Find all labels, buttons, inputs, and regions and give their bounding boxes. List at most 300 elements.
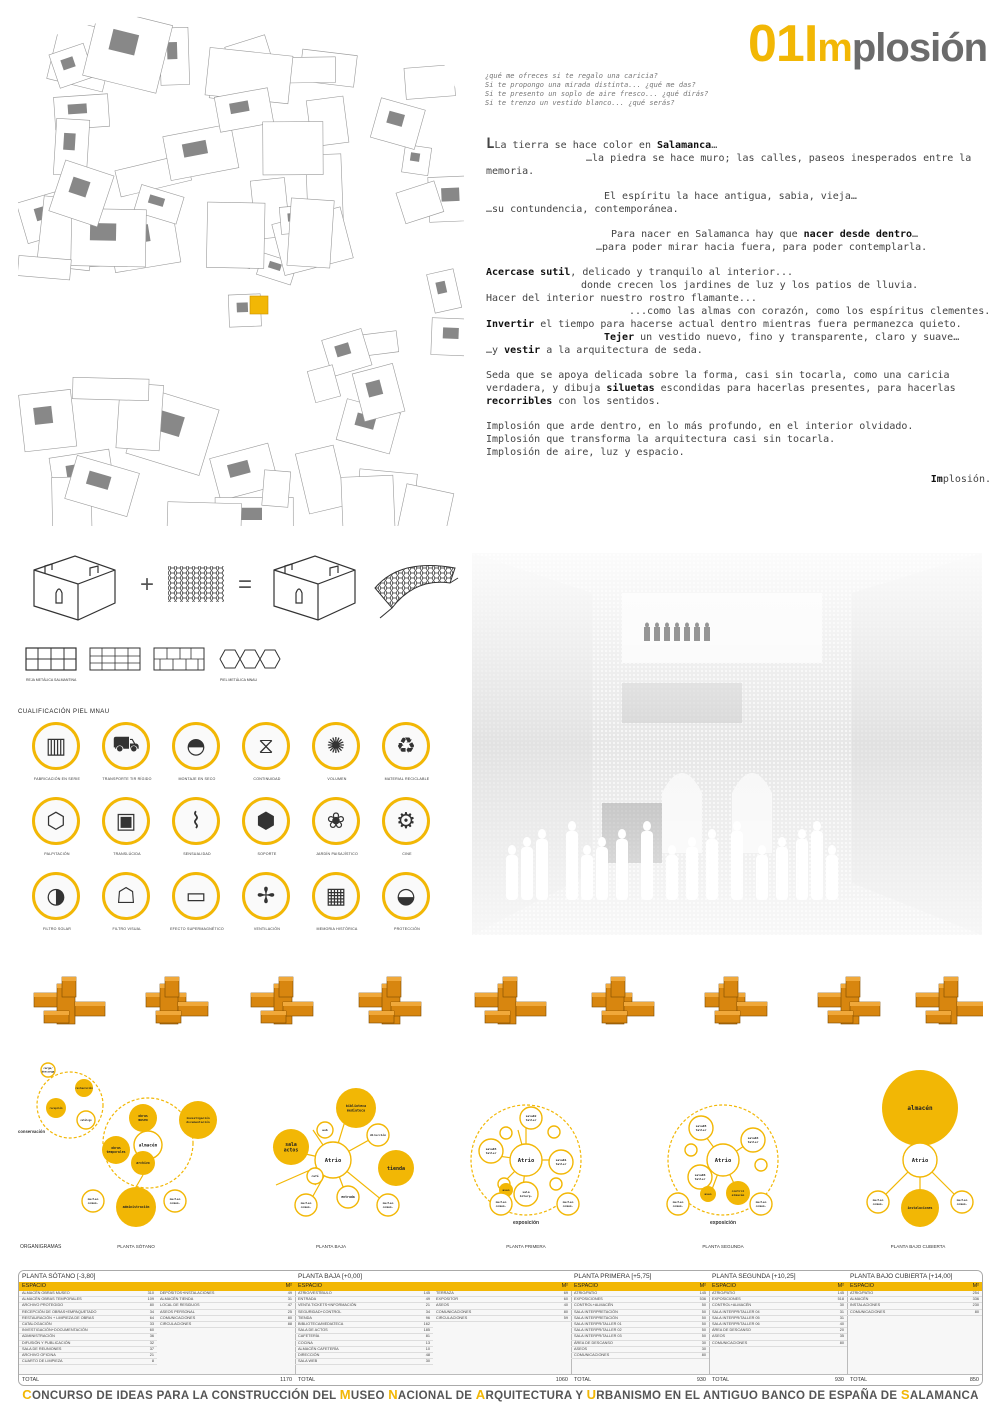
qualification-icon: ⧖ (242, 722, 290, 770)
paragraph-4 (486, 266, 991, 357)
text-span: La tierra se hace color en (494, 140, 657, 151)
svg-text:mediateca: mediateca (346, 1108, 366, 1113)
table-total: TOTAL 930 (709, 1374, 847, 1385)
table-row: COCINA 13 (295, 1341, 433, 1347)
table-row: ATRIO/VESTÍBULO 145 (295, 1291, 433, 1297)
svg-text:sala: sala (522, 1190, 530, 1195)
city-block (166, 502, 241, 526)
organigram-node (549, 1150, 573, 1174)
qualification-label: TRANSLÚCIDA (113, 852, 141, 856)
text-bold: Im (930, 474, 943, 485)
qualification-icon: ❀ (312, 797, 360, 845)
column-header-espacio: ESPACIO (574, 1283, 599, 1289)
svg-text:documentación: documentación (186, 1120, 210, 1125)
text-span: un vestido nuevo, fino y transparente, claro y suave… (634, 332, 960, 343)
column-header-espacio: ESPACIO (298, 1283, 323, 1289)
svg-text:nucleo: nucleo (300, 1201, 312, 1206)
table-row: CONTROL+ALMACÉN 30 (709, 1303, 847, 1309)
area-table (295, 1271, 572, 1385)
qualification-icon: ⛟ (102, 722, 150, 770)
qualification-item (92, 872, 162, 934)
qualification-label: FILTRO SOLAR (42, 927, 72, 931)
table-header-row (847, 1282, 982, 1291)
equals-sign: = (238, 571, 253, 598)
manifesto-text (486, 138, 991, 498)
text-span: Para nacer en Salamanca hay que (611, 229, 804, 240)
qualification-label: EFECTO SUPERMAGNÉTICO (170, 927, 224, 931)
table-row: COMUNICACIONES 80 (847, 1310, 982, 1316)
footer-text: U (586, 1387, 597, 1402)
site-marker (250, 296, 268, 314)
table-row: INSTALACIONES 230 (847, 1303, 982, 1309)
table-row: CATALOGACIÓN 33 (19, 1322, 157, 1328)
organigram-caption: PLANTA SÓTANO (117, 1244, 155, 1249)
text-span: a la arquitectura de seda. (540, 345, 703, 356)
organigram-node (75, 1079, 93, 1097)
building-footprint (441, 187, 460, 201)
table-row: SALA INTERPR/TALLER 03 50 (571, 1334, 709, 1340)
qualification-icon: ♻ (382, 722, 430, 770)
svg-text:almacén: almacén (907, 1105, 933, 1113)
poem-line: Si te presento un soplo de aire fresco... ¿qué dirás? (485, 90, 709, 98)
poem-line: Si te propongo una mirada distinta... ¿qué me das? (485, 81, 696, 89)
qualification-label: TRANSPORTE TIR RÍGIDO (102, 777, 152, 781)
interior-render (472, 553, 982, 935)
organigram-node (82, 1190, 104, 1212)
qualification-label: SENSUALIDAD (183, 852, 211, 856)
organigram-node (131, 1151, 155, 1175)
svg-text:archivo: archivo (136, 1161, 150, 1166)
qualification-icons (22, 722, 462, 942)
volume-study (251, 977, 313, 1024)
svg-text:taller: taller (695, 1128, 707, 1133)
volume-study (359, 977, 421, 1024)
text-bold: nacer desde dentro (803, 229, 913, 240)
footer-text: RBANISMO EN EL ANTIGUO BANCO DE ESPAÑA DE (596, 1390, 901, 1402)
table-row: SALA INTERPR/TALLER 01 50 (571, 1322, 709, 1328)
volume-study (818, 977, 880, 1024)
qualification-item (302, 872, 372, 934)
table-row: ATRIO/PATIO 254 (847, 1291, 982, 1297)
svg-text:nucleo: nucleo (872, 1198, 884, 1203)
dropcap: L (486, 136, 495, 152)
svg-text:almacén: almacén (138, 1143, 158, 1149)
table-row: ALMACÉN OBRAS TEMPORALES 109 (19, 1297, 157, 1303)
qualification-item (232, 872, 302, 934)
text-bold: recorribles (486, 396, 553, 407)
text-span: ...como las almas con corazón, como los espíritus clementes. (629, 306, 991, 317)
svg-text:nucleo: nucleo (956, 1198, 968, 1203)
organigram-node (129, 1104, 157, 1132)
svg-text:nucleo: nucleo (87, 1197, 99, 1202)
city-block (72, 377, 149, 400)
table-row: ARCHIVO OFICINA 21 (19, 1353, 157, 1359)
table-row: RESTAURACIÓN + LIMPIEZA DE OBRAS 64 (19, 1316, 157, 1322)
organigram-node (307, 1168, 323, 1184)
table-row: SALA INTERPRETACIÓN 50 (571, 1316, 709, 1322)
svg-text:sala01: sala01 (555, 1158, 567, 1163)
svg-text:café: café (311, 1174, 319, 1179)
organigram-node (707, 1144, 739, 1176)
table-row: ALMACÉN OBRAS MUSEO 310 (19, 1291, 157, 1297)
qualification-icon: ▣ (102, 797, 150, 845)
qualification-icon: ▦ (312, 872, 360, 920)
svg-text:actos: actos (283, 1148, 299, 1154)
svg-text:catálogo: catálogo (80, 1118, 92, 1122)
footer-text: USEO (350, 1390, 389, 1402)
svg-text:administración: administración (122, 1205, 150, 1210)
building-footprint (410, 152, 420, 162)
text-bold: Tejer (604, 332, 635, 343)
qualification-label: MEMORIA HISTÓRICA (316, 927, 358, 931)
svg-text:sala06: sala06 (694, 1173, 706, 1178)
table-row: COMUNICACIONES 80 (157, 1316, 295, 1322)
organigram-node (741, 1128, 765, 1152)
organigram-node (750, 1193, 772, 1215)
svg-text:comun.: comun. (300, 1205, 312, 1210)
table-row: SALA DE REUNIONES 37 (19, 1347, 157, 1353)
organigram-caption: PLANTA BAJO CUBIERTA (890, 1244, 946, 1249)
qualification-item (22, 872, 92, 934)
svg-text:taller: taller (525, 1118, 537, 1123)
table-row: EXPOSICIONES 536 (571, 1297, 709, 1303)
paragraph-6 (486, 420, 991, 459)
organigram-node (726, 1181, 750, 1205)
city-block (263, 122, 324, 175)
svg-text:comun.: comun. (495, 1204, 507, 1209)
svg-text:sala05: sala05 (695, 1124, 707, 1129)
qualification-icon: ☖ (102, 872, 150, 920)
volume-study (916, 977, 983, 1024)
table-row: DIFUSIÓN Y PUBLICACIÓN 32 (19, 1341, 157, 1347)
qualification-item (302, 797, 372, 859)
table-title: PLANTA BAJO CUBIERTA [+14,00] (847, 1271, 982, 1282)
table-row: EXPOSITOR 60 (433, 1297, 571, 1303)
qualification-label: VOLUMEN (327, 777, 347, 781)
svg-text:dirección: dirección (369, 1133, 387, 1138)
organigram-node (550, 1178, 562, 1190)
table-total: TOTAL 850 (847, 1374, 982, 1385)
svg-text:comun.: comun. (169, 1201, 181, 1206)
qualification-label: PALPITACIÓN (44, 852, 70, 856)
column-header-m2: M² (837, 1283, 844, 1289)
organigram-node (295, 1194, 317, 1216)
city-block (286, 57, 336, 83)
title-rest: plosión (851, 26, 988, 70)
svg-text:control: control (731, 1189, 745, 1194)
qualification-item (372, 722, 442, 784)
volume-study (146, 977, 208, 1024)
text-bold: vestir (504, 345, 541, 356)
svg-text:web: web (322, 1128, 328, 1133)
qualification-label: PROTECCIÓN (394, 927, 420, 931)
organigram-node (337, 1186, 359, 1208)
organigram-node (490, 1193, 512, 1215)
organigram-node (867, 1191, 889, 1213)
qualification-icon: ⚙ (382, 797, 430, 845)
organigram-caption: PLANTA PRIMERA (506, 1244, 546, 1249)
qualification-label: FABRICACIÓN EN SERIE (33, 777, 81, 781)
svg-text:carga/: carga/ (43, 1067, 53, 1071)
organigram-node (77, 1111, 95, 1129)
table-row: ADMINISTRACIÓN 36 (19, 1334, 157, 1340)
qualification-label: VENTILACIÓN (253, 927, 281, 931)
organigram-node (689, 1116, 713, 1140)
svg-text:almacén: almacén (731, 1193, 745, 1198)
table-row: SALA WEB 30 (295, 1359, 433, 1365)
poem (485, 72, 715, 108)
building-result-sketch (274, 556, 355, 620)
caption-reja: REJA METÁLICA SALMANTINA (26, 678, 77, 682)
table-row: DEPÓSITOS+INSTALACIONES 49 (157, 1291, 295, 1297)
svg-text:aseo: aseo (704, 1192, 712, 1197)
svg-text:nucleo: nucleo (169, 1197, 181, 1202)
lattice-samples (26, 648, 280, 670)
svg-text:sala04: sala04 (747, 1136, 759, 1141)
svg-text:sala: sala (285, 1142, 297, 1148)
text-bold: siluetas (606, 383, 655, 394)
svg-text:nucleo: nucleo (495, 1200, 507, 1205)
qualification-item (162, 722, 232, 784)
building-footprint (443, 327, 459, 339)
svg-text:instalaciones: instalaciones (907, 1206, 933, 1211)
table-title: PLANTA BAJA [+0,00] (295, 1271, 571, 1282)
text-span: … (711, 140, 718, 151)
poem-line: Si te trenzo un vestido blanco... ¿qué serás? (485, 99, 675, 107)
qualification-item (162, 797, 232, 859)
area-table (571, 1271, 710, 1385)
svg-text:Atrio: Atrio (324, 1157, 342, 1164)
organigram-node (500, 1127, 512, 1139)
text-span: con los sentidos. (552, 396, 661, 407)
site-map (18, 14, 464, 526)
table-total: TOTAL 930 (571, 1374, 709, 1385)
svg-text:descarga: descarga (41, 1070, 55, 1074)
volume-study (475, 977, 546, 1024)
table-row: SALA INTERPR/TALLER 05 31 (709, 1316, 847, 1322)
organigram-node (378, 1150, 414, 1186)
column-header-espacio: ESPACIO (850, 1283, 875, 1289)
qualification-item (92, 797, 162, 859)
qualification-icon: ⬢ (242, 797, 290, 845)
table-row: SALA INTERPR/TALLER 02 50 (571, 1328, 709, 1334)
qualification-item (22, 797, 92, 859)
text-bold: Salamanca (657, 140, 712, 151)
svg-text:sala02: sala02 (525, 1114, 537, 1119)
table-row: SEGURIDAD+CONTROL 34 (295, 1310, 433, 1316)
organigram-node (755, 1159, 767, 1171)
table-row: BIBLIOTECA/MEDIATECA 162 (295, 1322, 433, 1328)
area-tables (18, 1270, 983, 1386)
qualification-label: JARDÍN PAISAJÍSTICO (316, 852, 358, 856)
paragraph-3 (486, 228, 991, 254)
svg-text:biblioteca: biblioteca (345, 1103, 367, 1108)
paragraph-1 (486, 138, 991, 178)
table-row: ÁREA DE DESCANSO 20 (709, 1328, 847, 1334)
table-row: ARCHIVO PROTEGIDO 80 (19, 1303, 157, 1309)
footer-text: RQUITECTURA Y (485, 1390, 587, 1402)
organigram-node (377, 1194, 399, 1216)
woven-mesh-sketch (375, 566, 458, 619)
organigram-node (46, 1098, 66, 1118)
qualification-icon: ⬡ (32, 797, 80, 845)
table-row: SALA INTERPR/TALLER 04 31 (709, 1310, 847, 1316)
organigram-node (41, 1063, 55, 1077)
organigram-node (557, 1193, 579, 1215)
table-row: ASEOS 40 (433, 1303, 571, 1309)
table-row: CUARTO DE LIMPIEZA 8 (19, 1359, 157, 1365)
text-span: Implosión de aire, luz y espacio. (486, 447, 685, 458)
qualification-item (162, 872, 232, 934)
organigram-node (514, 1182, 538, 1206)
table-row: COMUNICACIONES 80 (433, 1310, 571, 1316)
column-header-m2: M² (972, 1283, 979, 1289)
footer-text: A (475, 1387, 486, 1402)
building-sketch (34, 556, 115, 620)
area-table (847, 1271, 982, 1385)
qualification-icon: ▥ (32, 722, 80, 770)
qualification-label: SOPORTE (257, 852, 277, 856)
organigram-node (548, 1126, 560, 1138)
concept-equation (20, 548, 460, 688)
svg-text:obras: obras (111, 1146, 121, 1151)
text-span: Implosión que arde dentro, en lo más profundo, en el interior olvidado. (486, 421, 914, 432)
footer-text: ONCURSO DE IDEAS PARA LA CONSTRUCCIÓN DEL (32, 1390, 340, 1402)
qualification-icon: ◑ (32, 872, 80, 920)
organigram-caption: PLANTA SEGUNDA (702, 1244, 744, 1249)
svg-text:interp.: interp. (519, 1194, 533, 1199)
organigram-node (882, 1070, 958, 1146)
table-header-row (571, 1282, 709, 1291)
title-number: 01 (748, 15, 804, 73)
table-row: LOCAL DE RESIDUOS 47 (157, 1303, 295, 1309)
area-table (19, 1271, 296, 1385)
conservacion-label: conservación (18, 1129, 45, 1134)
table-total: TOTAL 1060 (295, 1374, 571, 1385)
qualification-label: MATERIAL RECICLABLE (384, 777, 430, 781)
qualification-icon: ✢ (242, 872, 290, 920)
table-row: ÁREA DE DESCANSO 30 (571, 1341, 709, 1347)
exposicion-label: exposición (512, 1220, 540, 1226)
table-row: COMUNICACIONES 80 (709, 1341, 847, 1347)
table-row: TIENDA 96 (295, 1316, 433, 1322)
svg-text:taller: taller (747, 1140, 759, 1145)
qualification-item (302, 722, 372, 784)
svg-text:comun.: comun. (755, 1204, 767, 1209)
text-span: escondidas para hacerlas presentes, para hacerlas (654, 383, 956, 394)
svg-text:comun.: comun. (956, 1202, 968, 1207)
table-row: TERRAZA 69 (433, 1291, 571, 1297)
svg-text:restauración: restauración (75, 1086, 93, 1090)
organigram-node (901, 1189, 939, 1227)
organigram-node (116, 1187, 156, 1227)
table-row: ATRIO/PATIO 145 (709, 1291, 847, 1297)
footer-text: S (900, 1387, 910, 1402)
qualification-item (372, 797, 442, 859)
text-bold: Acercase sutil (486, 267, 571, 278)
svg-text:Atrio: Atrio (714, 1157, 732, 1164)
qualification-label: MONTAJE EN SECO (178, 777, 216, 781)
volume-studies (18, 965, 983, 1040)
signature (486, 473, 991, 486)
qualification-icon: ▭ (172, 872, 220, 920)
organigram-node (273, 1129, 309, 1165)
footer-text: ALAMANCA (909, 1390, 979, 1402)
svg-text:tienda: tienda (386, 1165, 406, 1172)
column-header-m2: M² (561, 1283, 568, 1289)
paragraph-2 (486, 190, 991, 216)
organigram-node (951, 1191, 973, 1213)
competition-footer (18, 1387, 983, 1402)
text-span: …para poder mirar hacia fuera, para poder contemplarla. (596, 242, 928, 253)
plus-sign: + (140, 571, 155, 598)
text-span: El espíritu la hace antigua, sabia, vieja… (604, 191, 857, 202)
table-row: ASEOS 35 (709, 1334, 847, 1340)
volume-study (592, 977, 654, 1024)
organigram-node (336, 1088, 376, 1128)
page-title (748, 14, 993, 74)
svg-text:sala03: sala03 (485, 1147, 497, 1152)
organigram-node (367, 1124, 389, 1146)
qualification-icon: ◓ (172, 722, 220, 770)
svg-text:taller: taller (485, 1151, 497, 1156)
table-row: ASEOS PERSONAL 25 (157, 1310, 295, 1316)
table-header-row (19, 1282, 295, 1291)
table-row: ATRIO/PATIO 145 (571, 1291, 709, 1297)
svg-text:museo: museo (138, 1118, 148, 1123)
svg-text:nucleo: nucleo (382, 1201, 394, 1206)
table-total: TOTAL 1170 (19, 1374, 295, 1385)
organigram-node (667, 1193, 689, 1215)
table-row: ALMACÉN 336 (847, 1297, 982, 1303)
organigram-node (700, 1186, 716, 1202)
svg-text:nucleo: nucleo (755, 1200, 767, 1205)
text-span: …su contundencia, contemporánea. (486, 204, 679, 215)
text-bold: Invertir (486, 319, 535, 330)
svg-text:nucleo: nucleo (672, 1200, 684, 1205)
qualification-item (92, 722, 162, 784)
text-span: … (912, 229, 919, 240)
organigram-node (164, 1190, 186, 1212)
svg-text:comun.: comun. (382, 1205, 394, 1210)
table-header-row (709, 1282, 847, 1291)
organigrams (18, 1055, 983, 1260)
svg-text:temporales: temporales (106, 1150, 126, 1155)
qualification-item (232, 797, 302, 859)
qualification-label: CINE (402, 852, 412, 856)
text-span: plosión. (942, 474, 991, 485)
text-span: donde crecen los jardines de luz y los patios de lluvia. (581, 280, 919, 291)
table-title: PLANTA SEGUNDA [+10,25] (709, 1271, 847, 1282)
footer-text: N (388, 1387, 398, 1402)
area-table (709, 1271, 848, 1385)
poem-line: ¿qué me ofreces si te regalo una caricia? (485, 72, 658, 80)
volume-study (34, 977, 105, 1024)
title-initial: I (803, 15, 818, 73)
svg-text:aseo: aseo (502, 1188, 510, 1193)
text-span: Seda que se apoya delicada sobre la forma, casi sin tocarla, como una caricia verdadera, y dibuja (486, 370, 950, 394)
footer-text: ACIONAL DE (397, 1390, 476, 1402)
building-footprint (167, 42, 178, 59)
svg-text:entrada: entrada (341, 1195, 355, 1200)
organigram-caption: PLANTA BAJA (315, 1244, 347, 1249)
qualification-icon: ◒ (382, 872, 430, 920)
building-footprint (33, 406, 53, 425)
table-row: ASEOS 30 (571, 1347, 709, 1353)
text-span: …la piedra se hace muro; las calles, paseos inesperados entre la memoria. (486, 153, 972, 177)
svg-text:recepción: recepción (49, 1106, 63, 1110)
organigrams-label: ORGANIGRAMAS (20, 1244, 62, 1250)
